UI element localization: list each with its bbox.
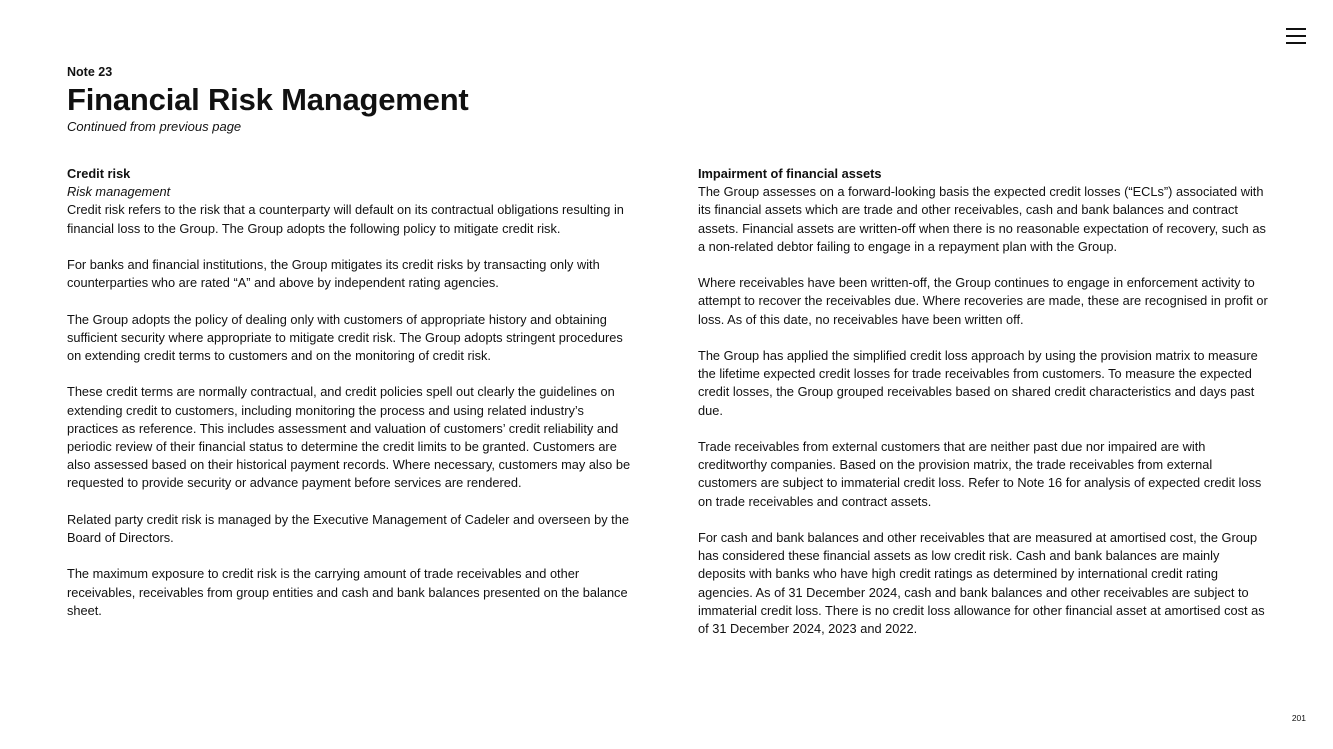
paragraph: Credit risk refers to the risk that a counterparty will default on its contractual obligations resulting in financial loss to the Group. The Group adopts the following policy to mitigate credit risk. bbox=[67, 202, 624, 236]
section-heading-credit-risk: Credit risk bbox=[67, 166, 131, 181]
paragraph: The maximum exposure to credit risk is the carrying amount of trade receivables and other receivables, receivables from group entities and cash and bank balances presented on the balance sheet. bbox=[67, 566, 628, 618]
paragraph: The Group assesses on a forward-looking basis the expected credit losses (“ECLs”) associated with its financial assets which are trade and other receivables, cash and bank balances and contract assets. Financial assets are written-off when there is no reasonable expectation of recovery, such as a non-related debtor failing to engage in a repayment plan with the Group. bbox=[698, 184, 1266, 254]
right-column bbox=[698, 165, 1270, 656]
hamburger-menu-icon[interactable] bbox=[1286, 27, 1306, 45]
page-title: Financial Risk Management bbox=[67, 82, 469, 117]
paragraph: For cash and bank balances and other receivables that are measured at amortised cost, the Group has considered these financial assets as low credit risk. Cash and bank balances are mainly deposits with banks who have high credit ratings as determined by international credit rating agencies. As of 31 December 2024, cash and bank balances and other receivables are subject to immaterial credit loss. There is no credit loss allowance for other financial asset at amortised cost as of 31 December 2024, 2023 and 2022. bbox=[698, 530, 1265, 637]
note-label: Note 23 bbox=[67, 65, 113, 79]
paragraph: The Group has applied the simplified credit loss approach by using the provision matrix to measure the lifetime expected credit losses for trade receivables from customers. To measure the expected credit losses, the Group grouped receivables based on shared credit characteristics and days past due. bbox=[698, 348, 1258, 418]
left-column bbox=[67, 165, 635, 638]
page-number: 201 bbox=[1291, 713, 1306, 723]
paragraph: Trade receivables from external customers that are neither past due nor impaired are with creditworthy companies. Based on the provision matrix, the trade receivables from external customers are subject to immaterial credit loss. Refer to Note 16 for analysis of expected credit loss on trade receivables and contract assets. bbox=[698, 439, 1262, 509]
paragraph: For banks and financial institutions, the Group mitigates its credit risks by transacting only with counterparties who are rated “A” and above by independent rating agencies. bbox=[67, 257, 600, 291]
paragraph: The Group adopts the policy of dealing only with customers of appropriate history and obtaining sufficient security where appropriate to mitigate credit risk. The Group adopts stringent procedures on extending credit terms to customers and on the monitoring of credit risk. bbox=[67, 311, 623, 363]
menu-line bbox=[1286, 35, 1306, 37]
page-header bbox=[67, 64, 469, 136]
menu-line bbox=[1286, 42, 1306, 44]
page-subtitle: Continued from previous page bbox=[67, 119, 242, 134]
paragraph: Where receivables have been written-off, the Group continues to engage in enforcement activity to attempt to recover the receivables due. Where recoveries are made, these are recognised in profit or loss. As of this date, no receivables have been written off. bbox=[698, 275, 1268, 327]
paragraph: Related party credit risk is managed by the Executive Management of Cadeler and overseen by the Board of Directors. bbox=[67, 511, 629, 545]
section-heading-impairment: Impairment of financial assets bbox=[698, 166, 882, 181]
menu-line bbox=[1286, 28, 1306, 30]
paragraph: These credit terms are normally contractual, and credit policies spell out clearly the guidelines on extending credit to customers, including monitoring the process and using related industry’s practices as reference. This includes assessment and valuation of customers’ credit reliability and periodic review of their financial status to determine the credit limits to be granted. Customers are also assessed based on their historical payment records. Where necessary, customers may also be requested to provide security or advance payment before services are rendered. bbox=[67, 384, 631, 491]
section-subheading-risk-management: Risk management bbox=[67, 184, 171, 200]
